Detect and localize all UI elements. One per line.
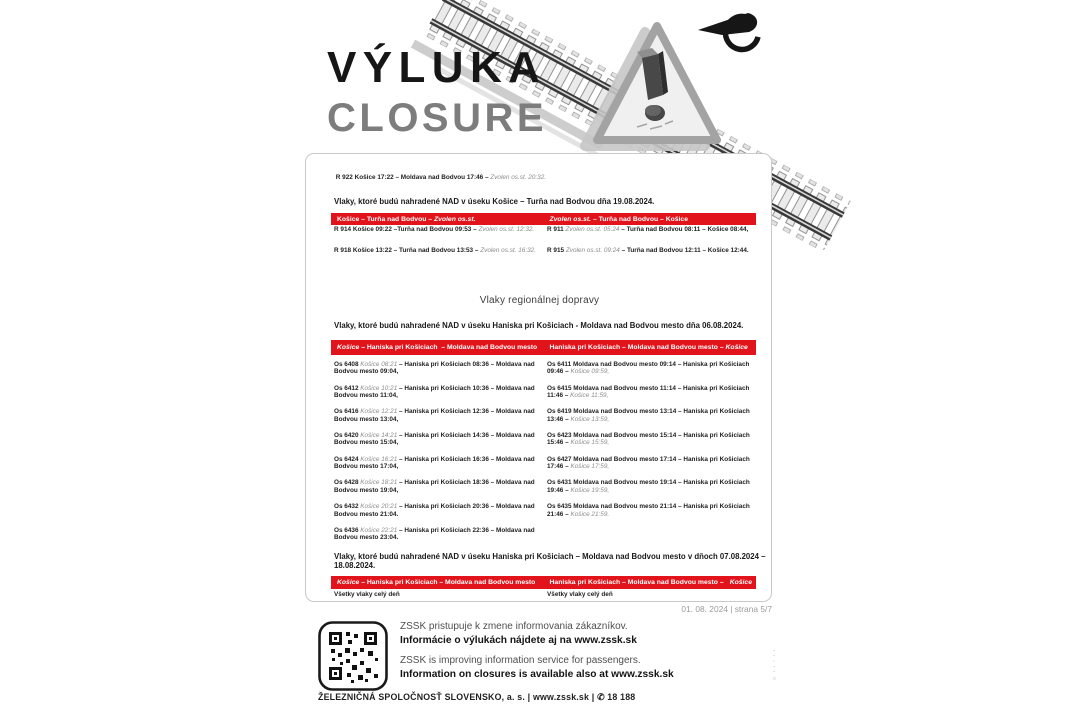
column-left bbox=[334, 226, 547, 268]
text-segment: Košice 15:59, bbox=[570, 439, 610, 447]
text-segment: Košice 22:21 bbox=[360, 526, 400, 534]
table-header-cell-left bbox=[331, 344, 544, 351]
text-segment: Os 6432 bbox=[334, 503, 361, 511]
continuation-row bbox=[334, 174, 560, 182]
poster-title-en: CLOSURE bbox=[327, 96, 548, 140]
table-header-cell-left bbox=[331, 579, 544, 586]
section2-rows bbox=[334, 361, 762, 551]
text-segment: Košice 20:21 bbox=[360, 503, 400, 511]
schedule-row bbox=[334, 385, 542, 409]
text-segment: – Haniska pri Košiciach 18:36 – Moldava nad Bodvou mesto 19:04, bbox=[334, 479, 537, 494]
text-segment: Košice 14:21 bbox=[360, 432, 400, 440]
text-segment: Os 6419 Moldava nad Bodvou mesto 13:14 – Haniska pri Košiciach 13:46 – bbox=[547, 408, 752, 423]
column-right bbox=[547, 361, 762, 551]
text-segment: Os 6412 bbox=[334, 384, 361, 392]
qr-code-icon bbox=[318, 621, 388, 691]
schedule-row bbox=[547, 247, 757, 268]
page-info: 01. 08. 2024 | strana 5/7 bbox=[681, 604, 772, 614]
text-segment: Všetky vlaky celý deň bbox=[334, 591, 400, 598]
schedule-row bbox=[334, 456, 542, 480]
column-left bbox=[334, 591, 547, 601]
text-segment: – Haniska pri Košiciach 16:36 – Moldava nad Bodvou mesto 17:04, bbox=[334, 455, 537, 471]
schedule-row bbox=[334, 432, 542, 456]
text-segment: Košice 08:21 bbox=[360, 361, 400, 368]
text-segment: – Haniska pri Košiciach 20:36 – Moldava nad Bodvou mesto 21:04. bbox=[334, 503, 537, 518]
schedule-row bbox=[547, 503, 757, 527]
schedule-row bbox=[547, 591, 757, 601]
text-segment: Os 6428 bbox=[334, 479, 361, 487]
schedule-row bbox=[547, 479, 757, 503]
text-segment: R 915 bbox=[547, 247, 566, 254]
text-segment: Košice 17:59, bbox=[570, 463, 610, 471]
text-segment: Zvolen os.st. 09:24 bbox=[565, 247, 622, 254]
text-segment: Os 6431 Moldava nad Bodvou mesto 19:14 – Haniska pri Košiciach 19:46 – bbox=[547, 479, 752, 494]
schedule-row bbox=[334, 226, 542, 247]
schedule-row bbox=[334, 408, 542, 432]
text-segment: – Haniska pri Košiciach 12:36 – Moldava nad Bodvou mesto 13:04, bbox=[334, 408, 537, 423]
text-segment: Zvolen os.st. 12:32. bbox=[478, 226, 535, 233]
text-segment: Os 6420 bbox=[334, 432, 361, 440]
section1-table-header bbox=[331, 213, 756, 225]
text-segment: Zvolen os.st. 05:24 bbox=[565, 226, 622, 233]
text-segment: – Haniska pri Košiciach 08:36 – Moldava nad Bodvou mesto 09:04, bbox=[334, 361, 537, 376]
schedule-row bbox=[334, 361, 542, 385]
schedule-row bbox=[547, 226, 757, 247]
section2-heading: Vlaky, ktoré budú nahradené NAD v úseku Haniska pri Košiciach - Moldava nad Bodvou mesto dňa 06.08.2024. bbox=[334, 321, 744, 330]
text-segment: Os 6424 bbox=[334, 455, 361, 463]
schedule-row bbox=[547, 456, 757, 480]
text-segment: Zvolen os.st. bbox=[433, 215, 476, 223]
text-segment: R 911 bbox=[547, 226, 566, 233]
schedule-row bbox=[547, 361, 757, 385]
text-segment: Všetky vlaky celý deň bbox=[547, 591, 613, 598]
text-segment: Košice 09:59, bbox=[570, 368, 610, 376]
text-segment: Os 6408 bbox=[334, 361, 361, 368]
text-segment: – Haniska pri Košiciach 14:36 – Moldava nad Bodvou mesto 15:04, bbox=[334, 432, 537, 447]
schedule-row bbox=[334, 503, 542, 527]
footer-sk-line1: ZSSK pristupuje k zmene informovania zákazníkov. bbox=[400, 621, 628, 632]
text-segment: Košice bbox=[729, 579, 752, 586]
column-left bbox=[334, 361, 547, 551]
zssk-logo-icon bbox=[698, 10, 765, 56]
text-segment: Zvolen os.st. 20:32. bbox=[490, 174, 547, 181]
section1-rows bbox=[334, 226, 762, 268]
text-segment: – Turňa nad Bodvou 08:11 – Košice 08:44, bbox=[621, 226, 749, 233]
text-segment: Košice 12:21 bbox=[360, 408, 400, 416]
section3-rows bbox=[334, 591, 762, 601]
text-segment: Haniska pri Košiciach – Moldava nad Bodvou mesto – bbox=[549, 579, 726, 586]
text-segment: Os 6436 bbox=[334, 526, 361, 534]
schedule-row bbox=[334, 479, 542, 503]
text-segment: – Haniska pri Košiciach – Moldava nad Bodvou mesto bbox=[361, 344, 538, 351]
table-header-cell-right bbox=[544, 579, 757, 586]
text-segment: Os 6427 Moldava nad Bodvou mesto 17:14 – Haniska pri Košiciach 17:46 – bbox=[547, 455, 752, 471]
table-header-cell-left bbox=[331, 216, 544, 223]
text-segment: Košice bbox=[725, 344, 748, 351]
text-segment: Os 6415 Moldava nad Bodvou mesto 11:14 – Haniska pri Košiciach 11:46 – bbox=[547, 384, 752, 400]
footer-messages bbox=[400, 620, 674, 688]
regional-trains-title: Vlaky regionálnej dopravy bbox=[479, 295, 600, 306]
text-segment: Košice 16:21 bbox=[360, 455, 400, 463]
text-segment: Zvolen os.st. 16:32. bbox=[480, 247, 536, 254]
schedule-row bbox=[547, 432, 757, 456]
footer-sk-line2: Informácie o výlukách nájdete aj na www.zssk.sk bbox=[400, 634, 637, 646]
text-segment: – Haniska pri Košiciach – Moldava nad Bodvou mesto bbox=[361, 579, 536, 586]
schedule-row bbox=[334, 247, 542, 268]
section2-table-header bbox=[331, 340, 756, 355]
schedule-row bbox=[334, 591, 542, 601]
poster-title-sk: VÝLUKA bbox=[327, 43, 547, 92]
table-header-cell-right bbox=[544, 216, 757, 223]
schedule-row bbox=[547, 385, 757, 409]
footer-en-line2: Information on closures is available also at www.zssk.sk bbox=[400, 668, 674, 680]
vertical-watermark: ı ı ı ı ı © bbox=[772, 650, 777, 683]
notice-box bbox=[305, 153, 772, 602]
text-segment: Košice bbox=[337, 579, 362, 586]
qr-code bbox=[318, 621, 388, 696]
footer-en-line1: ZSSK is improving information service for passengers. bbox=[400, 655, 641, 666]
company-contact-line: ŽELEZNIČNÁ SPOLOČNOSŤ SLOVENSKO, a. s. | www.zssk.sk | ✆ 18 188 bbox=[318, 692, 636, 702]
text-segment: R 914 Košice 09:22 –Turňa nad Bodvou 09:53 – bbox=[334, 226, 479, 233]
section1-heading: Vlaky, ktoré budú nahradené NAD v úseku Košice – Turňa nad Bodvou dňa 19.08.2024. bbox=[334, 197, 655, 206]
text-segment: – Turňa nad Bodvou – Košice bbox=[592, 215, 688, 223]
text-segment: Košice 11:59, bbox=[570, 392, 609, 400]
text-segment: – Turňa nad Bodvou 12:11 – Košice 12:44. bbox=[621, 247, 749, 254]
text-segment: Košice bbox=[337, 344, 362, 351]
text-segment: – Haniska pri Košiciach 22:36 – Moldava nad Bodvou mesto 23:04. bbox=[334, 526, 537, 542]
column-right bbox=[547, 226, 762, 268]
text-segment: Košice 18:21 bbox=[360, 479, 400, 487]
column-right bbox=[547, 591, 762, 601]
text-segment: Os 6435 Moldava nad Bodvou mesto 21:14 – Haniska pri Košiciach 21:46 – bbox=[547, 503, 752, 518]
text-segment: Os 6416 bbox=[334, 408, 361, 416]
text-segment: R 922 Košice 17:22 – Moldava nad Bodvou 17:46 – bbox=[334, 174, 491, 181]
text-segment: Zvolen os.st. bbox=[549, 215, 593, 223]
schedule-row bbox=[334, 527, 542, 551]
schedule-row bbox=[547, 408, 757, 432]
text-segment: Košice 13:59, bbox=[570, 415, 610, 423]
text-segment: – Haniska pri Košiciach 10:36 – Moldava nad Bodvou mesto 11:04, bbox=[334, 384, 537, 400]
text-segment: Košice – Turňa nad Bodvou – bbox=[337, 215, 434, 223]
section3-heading: Vlaky, ktoré budú nahradené NAD v úseku Haniska pri Košiciach – Moldava nad Bodvou mesto v dňoch 07.08.2024 – 18.08.2024. bbox=[334, 552, 766, 571]
text-segment: Košice 21:59. bbox=[570, 510, 610, 518]
text-segment: Košice 10:21 bbox=[360, 384, 400, 392]
text-segment: Os 6423 Moldava nad Bodvou mesto 15:14 – Haniska pri Košiciach 15:46 – bbox=[547, 432, 752, 447]
text-segment: R 918 Košice 13:22 – Turňa nad Bodvou 13:53 – bbox=[334, 247, 481, 254]
text-segment: Košice 19:59, bbox=[570, 486, 610, 494]
text-segment: Haniska pri Košiciach – Moldava nad Bodvou mesto – bbox=[549, 344, 726, 351]
section3-table-header bbox=[331, 576, 756, 589]
text-segment: Os 6411 Moldava nad Bodvou mesto 09:14 – Haniska pri Košiciach 09:46 – bbox=[547, 361, 752, 376]
table-header-cell-right bbox=[544, 344, 757, 351]
